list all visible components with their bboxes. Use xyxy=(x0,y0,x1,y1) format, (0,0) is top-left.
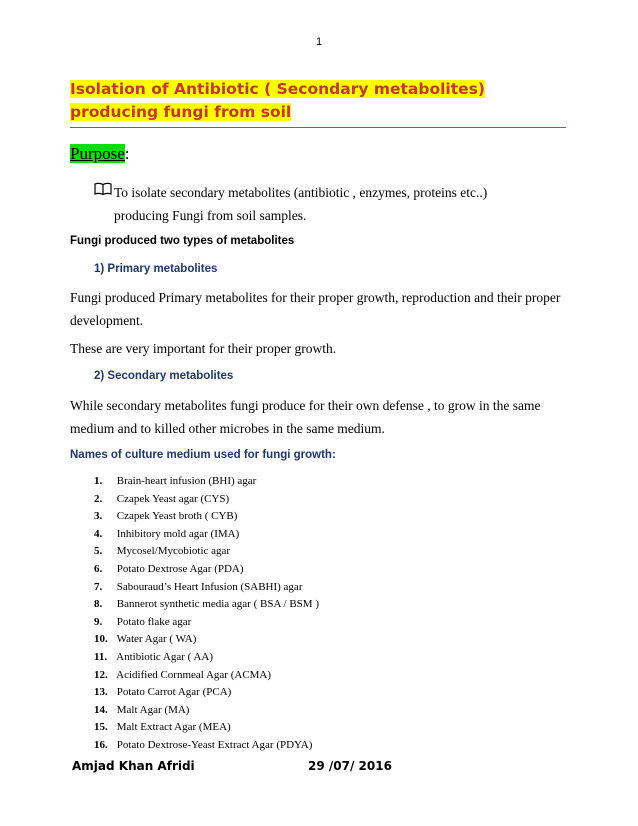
list-item: 8. Bannerot synthetic media agar ( BSA / BSM ) xyxy=(94,598,319,611)
list-item: 12. Acidified Cornmeal Agar (ACMA) xyxy=(94,668,272,681)
primary-metabolites-paragraph: Fungi produced Primary metabolites for their proper growth, reproduction and their proper development. xyxy=(70,290,561,328)
purpose-colon: : xyxy=(124,144,130,163)
title-divider xyxy=(70,127,566,128)
list-item: 5. Mycosel/Mycobiotic agar xyxy=(94,545,231,558)
list-item: 2. Czapek Yeast agar (CYS) xyxy=(94,492,230,505)
open-book-icon xyxy=(94,182,112,196)
primary-metabolites-note: These are very important for their proper growth. xyxy=(70,341,337,356)
secondary-metabolites-heading: 2) Secondary metabolites xyxy=(94,370,234,382)
list-item: 1. Brain-heart infusion (BHI) agar xyxy=(94,475,257,487)
list-item: 15. Malt Extract Agar (MEA) xyxy=(94,721,231,734)
page-number: 1 xyxy=(315,36,323,48)
list-item: 14. Malt Agar (MA) xyxy=(94,703,190,716)
footer-date: 29 /07/ 2016 xyxy=(308,759,392,773)
purpose-bullet xyxy=(94,181,564,227)
list-item: 4. Inhibitory mold agar (IMA) xyxy=(94,527,240,540)
title-line-1: Isolation of Antibiotic ( Secondary metabolites) xyxy=(70,80,485,98)
metabolite-types-heading: Fungi produced two types of metabolites xyxy=(70,235,295,247)
primary-metabolites-heading: 1) Primary metabolites xyxy=(94,263,218,275)
footer-author: Amjad Khan Afridi xyxy=(72,759,195,773)
purpose-text-line-1: To isolate secondary metabolites (antibiotic , enzymes, proteins etc..) xyxy=(114,185,488,200)
culture-media-list xyxy=(94,473,319,755)
secondary-metabolites-paragraph: While secondary metabolites fungi produce for their own defense , to grow in the same medium and to killed other microbes in the same medium. xyxy=(70,398,541,436)
purpose-label: Purpose xyxy=(70,144,125,163)
list-item: 10. Water Agar ( WA) xyxy=(94,633,197,646)
culture-media-heading: Names of culture medium used for fungi growth: xyxy=(70,449,336,461)
document-title xyxy=(70,78,550,124)
list-item: 16. Potato Dextrose-Yeast Extract Agar (PDYA) xyxy=(94,738,313,751)
list-item: 11. Antibiotic Agar ( AA) xyxy=(94,650,214,663)
list-item: 6. Potato Dextrose Agar (PDA) xyxy=(94,562,244,575)
list-item: 9. Potato flake agar xyxy=(94,615,192,628)
list-item: 3. Czapek Yeast broth ( CYB) xyxy=(94,510,238,523)
list-item: 13. Potato Carrot Agar (PCA) xyxy=(94,686,232,699)
title-line-2: producing fungi from soil xyxy=(70,103,292,121)
purpose-text-line-2: producing Fungi from soil samples. xyxy=(114,208,307,223)
list-item: 7. Sabouraud’s Heart Infusion (SABHI) agar xyxy=(94,580,303,593)
purpose-heading xyxy=(70,144,130,164)
